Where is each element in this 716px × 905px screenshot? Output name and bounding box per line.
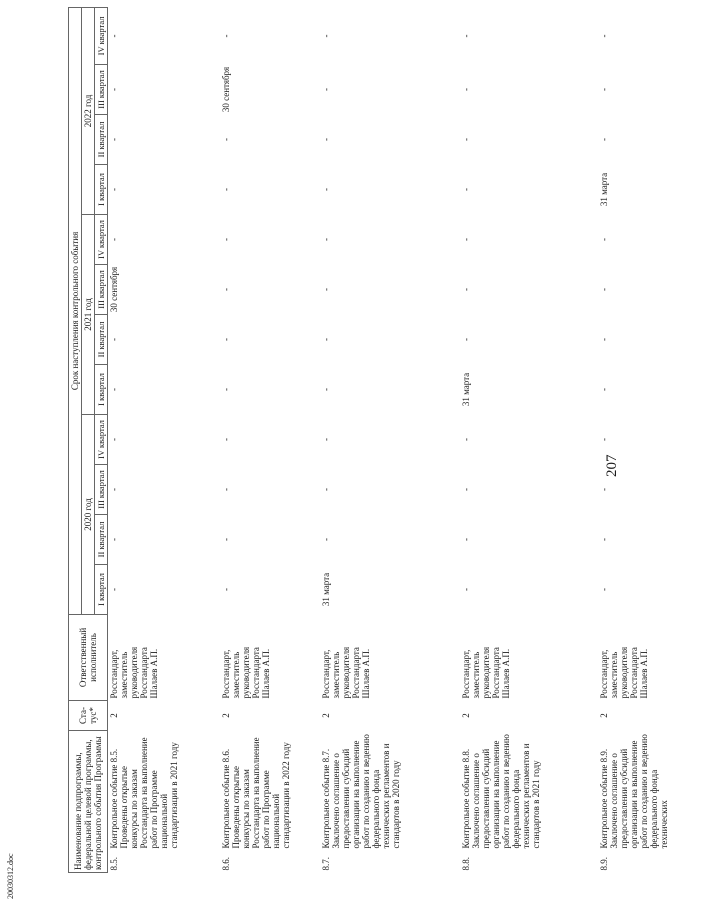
deadline-cell: - xyxy=(320,337,331,341)
page-number: 207 xyxy=(604,454,620,477)
header-year-2021: 2021 год xyxy=(82,214,95,414)
deadline-cell: - xyxy=(460,587,471,591)
deadline-cell: - xyxy=(320,34,331,38)
deadline-cell: - xyxy=(460,34,471,38)
header-quarter: II квартал xyxy=(95,314,108,364)
deadline-cell: - xyxy=(109,87,119,91)
header-responsible: Ответственный исполнитель xyxy=(69,614,108,700)
deadline-cell: - xyxy=(460,537,471,541)
deadline-cell: - xyxy=(598,587,609,591)
deadline-cell: - xyxy=(598,437,609,441)
event-name: Контрольное событие 8.7. Заключено соглашение о предоставлении субсидий организации на выполнение работ по созданию и ведению федерального фонда технических регламентов и стандартов в 2020 году xyxy=(320,734,401,849)
header-status: Ста-тус* xyxy=(69,700,108,730)
deadline-cell: - xyxy=(220,187,231,191)
event-name: Контрольное событие 8.5. Проведены открытые конкурсы по заказам Росстандарта на выполнение работ по Программе национальной стандартизации в 2021 году xyxy=(109,737,179,849)
table-row xyxy=(460,7,598,872)
header-name: Наименование подпрограммы, федеральной целевой программы, контрольного события Программы xyxy=(69,730,108,872)
deadline-cell: - xyxy=(598,137,609,141)
header-quarter: I квартал xyxy=(95,364,108,414)
deadline-cell: - xyxy=(220,437,231,441)
table-header xyxy=(69,7,108,872)
event-responsible: Росстандарт, заместитель руководителя Росстандарта Шалаев А.П. xyxy=(320,646,371,699)
deadline-cell: - xyxy=(598,287,609,291)
deadline-cell: - xyxy=(598,387,609,391)
deadline-cell: - xyxy=(320,87,331,91)
header-quarter: IV квартал xyxy=(95,414,108,464)
header-quarter: III квартал xyxy=(95,264,108,314)
row-number: 8.5. xyxy=(109,857,119,871)
deadline-cell: - xyxy=(109,537,119,541)
deadline-cell: - xyxy=(109,237,119,241)
table-row xyxy=(598,7,716,872)
deadline-cell: - xyxy=(109,137,119,141)
deadline-cell: - xyxy=(109,187,119,191)
deadline-cell: - xyxy=(320,537,331,541)
deadline-cell: - xyxy=(320,237,331,241)
deadline-cell: - xyxy=(220,387,231,391)
document-code: 20030312.doc xyxy=(6,853,15,899)
deadline-cell: - xyxy=(109,587,119,591)
deadline-cell: - xyxy=(460,187,471,191)
deadline-cell: - xyxy=(109,437,119,441)
deadline-cell: - xyxy=(220,337,231,341)
row-number: 8.6. xyxy=(220,857,231,871)
deadline-cell: - xyxy=(598,537,609,541)
header-quarter: II квартал xyxy=(95,114,108,164)
deadline-cell: - xyxy=(320,137,331,141)
deadline-cell: - xyxy=(460,487,471,491)
control-events-table xyxy=(68,7,716,873)
deadline-cell: - xyxy=(598,34,609,38)
header-quarter: IV квартал xyxy=(95,7,108,64)
deadline-cell: - xyxy=(320,437,331,441)
header-quarter: I квартал xyxy=(95,164,108,214)
header-quarter: I квартал xyxy=(95,564,108,614)
deadline-cell: 30 сентября xyxy=(109,266,119,313)
deadline-cell: - xyxy=(320,387,331,391)
event-status: 2 xyxy=(220,713,231,718)
row-number: 8.7. xyxy=(320,857,331,871)
event-status: 2 xyxy=(598,713,609,718)
table-row xyxy=(220,7,320,872)
event-name: Контрольное событие 8.8. Заключено соглашение о предоставлении субсидий организации на выполнение работ по созданию и ведению федерального фонда технических регламентов и стандартов в 2021 году xyxy=(460,734,541,849)
deadline-cell: - xyxy=(598,337,609,341)
deadline-cell: - xyxy=(598,487,609,491)
deadline-cell: - xyxy=(220,537,231,541)
deadline-cell: - xyxy=(109,34,119,38)
deadline-cell: 31 марта xyxy=(320,572,331,607)
header-quarter: II квартал xyxy=(95,514,108,564)
deadline-cell: - xyxy=(460,137,471,141)
deadline-cell: - xyxy=(460,287,471,291)
event-name: Контрольное событие 8.6. Проведены открытые конкурсы по заказам Росстандарта на выполнение работ по Программе национальной стандартизации в 2022 году xyxy=(220,737,291,849)
deadline-cell: - xyxy=(220,137,231,141)
deadline-cell: - xyxy=(220,487,231,491)
header-deadline-group: Срок наступления контрольного события xyxy=(69,7,82,614)
deadline-cell: - xyxy=(320,187,331,191)
deadline-cell: - xyxy=(598,237,609,241)
deadline-cell: 30 сентября xyxy=(220,66,231,113)
deadline-cell: - xyxy=(109,487,119,491)
header-quarter: III квартал xyxy=(95,464,108,514)
deadline-cell: - xyxy=(460,337,471,341)
header-quarter: IV квартал xyxy=(95,214,108,264)
header-quarter: III квартал xyxy=(95,64,108,114)
deadline-cell: - xyxy=(220,287,231,291)
event-responsible: Росстандарт, заместитель руководителя Росстандарта Шалаев А.П. xyxy=(460,646,511,699)
event-responsible: Росстандарт, заместитель руководителя Росстандарта Шалаев А.П. xyxy=(598,646,649,699)
deadline-cell: - xyxy=(320,287,331,291)
deadline-cell: - xyxy=(320,487,331,491)
event-responsible: Росстандарт, заместитель руководителя Росстандарта Шалаев А.П. xyxy=(220,646,271,699)
table-row xyxy=(108,7,220,872)
deadline-cell: 31 марта xyxy=(598,172,609,207)
deadline-cell: - xyxy=(220,587,231,591)
event-status: 2 xyxy=(109,713,119,718)
deadline-cell: - xyxy=(460,437,471,441)
deadline-cell: - xyxy=(460,87,471,91)
deadline-cell: - xyxy=(460,237,471,241)
deadline-cell: - xyxy=(109,387,119,391)
deadline-cell: - xyxy=(220,34,231,38)
table-body xyxy=(108,7,716,872)
row-number: 8.9. xyxy=(598,857,609,871)
deadline-cell: 31 марта xyxy=(460,372,471,407)
event-status: 2 xyxy=(320,713,331,718)
event-status: 2 xyxy=(460,713,471,718)
deadline-cell: - xyxy=(109,337,119,341)
header-year-2022: 2022 год xyxy=(82,7,95,214)
deadline-cell: - xyxy=(220,237,231,241)
event-name: Контрольное событие 8.9. Заключено соглашение о предоставлении субсидий организации на выполнение работ по созданию и ведению федерального фонда технических xyxy=(598,734,669,849)
header-year-2020: 2020 год xyxy=(82,414,95,614)
row-number: 8.8. xyxy=(460,857,471,871)
table-row xyxy=(320,7,460,872)
deadline-cell: - xyxy=(598,87,609,91)
event-responsible: Росстандарт, заместитель руководителя Росстандарта Шалаев А.П. xyxy=(109,646,159,699)
